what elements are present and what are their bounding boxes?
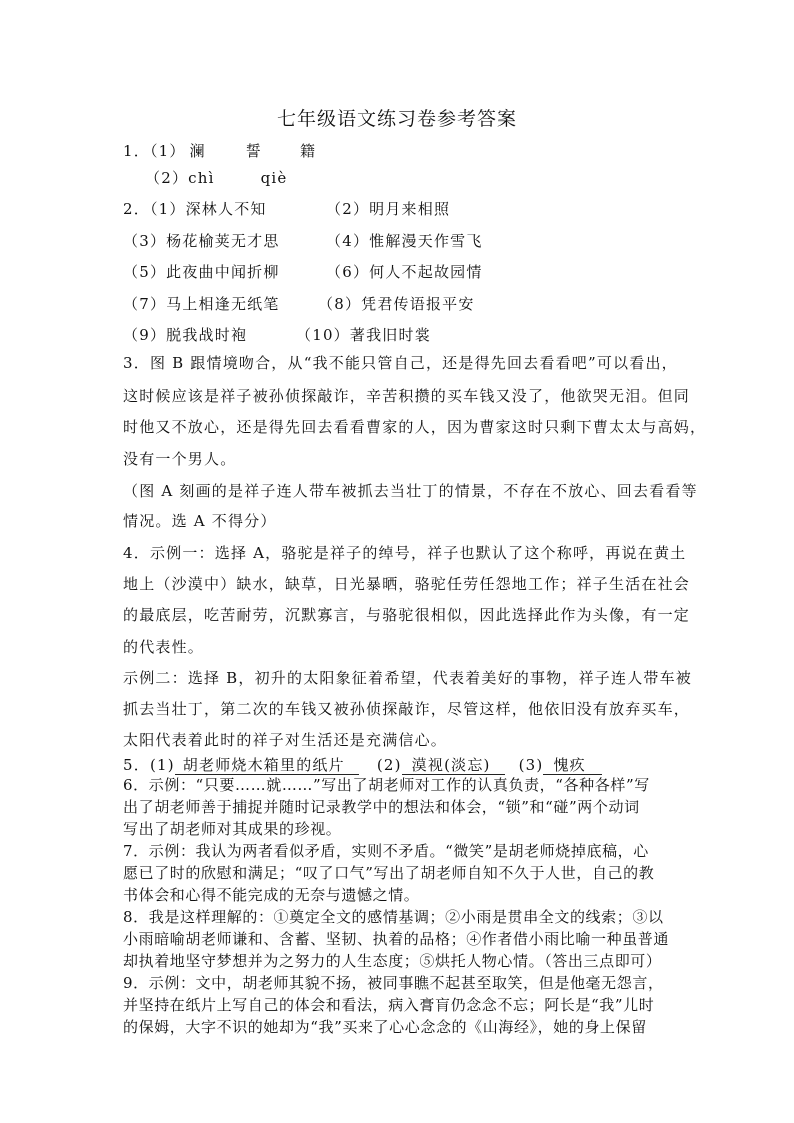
q5-answer-1: 胡老师烧木箱里的纸片 — [175, 757, 359, 775]
q8-line-3: 却执着地坚守梦想并为之努力的人生态度；⑤烘托人物心情。（答出三点即可） — [123, 952, 662, 970]
q5-line — [123, 754, 602, 775]
q9-line-3: 的保姆，大字不识的她却为“我”买来了心心念念的《山海经》，她的身上保留 — [123, 1018, 647, 1036]
q2-row-4a: （7）马上相逢无纸笔 — [123, 295, 280, 313]
q2-row-5a: （9）脱我战时袍 — [123, 326, 248, 344]
page-title: 七年级语文练习卷参考答案 — [276, 108, 517, 130]
q1-answer-c: 籍 — [300, 142, 317, 160]
q1-answer-a: 澜 — [189, 142, 206, 160]
q1-pinyin-b: qiè — [260, 169, 288, 187]
q2-row-3b: （6）何人不起故园情 — [326, 263, 483, 281]
q8-line-1: 8．我是这样理解的：①奠定全文的感情基调；②小雨是贯串全文的线索；③以 — [123, 908, 664, 926]
q5-part-3: (3) — [518, 756, 544, 774]
q3-line-4: 没有一个男人。 — [123, 450, 237, 468]
q3-line-1: 3．图 B 跟情境吻合，从“我不能只管自己，还是得先回去看看吧”可以看出， — [123, 354, 678, 372]
q5-answer-3: 愧疚 — [543, 757, 601, 775]
q3-line-3: 时他又不放心，还是得先回去看看曹家的人，因为曹家这时只剩下曹太太与高妈， — [123, 418, 707, 436]
q7-line-3: 书体会和心得不能完成的无奈与遗憾之情。 — [123, 886, 420, 904]
q4-example2-line-3: 太阳代表着此时的祥子对生活还是充满信心。 — [123, 731, 448, 749]
q1-pinyin-a: chì — [188, 169, 215, 187]
q7-line-2: 愿已了时的欣慰和满足；“叹了口气”写出了胡老师自知不久于人世，自己的教 — [123, 864, 655, 882]
q4-line-4: 的代表性。 — [123, 638, 205, 656]
q2-row-5b: （10）著我旧时裳 — [296, 326, 431, 344]
q5-answer-2: 漠视(淡忘) — [402, 757, 505, 775]
q9-line-1: 9．示例：文中，胡老师其貌不扬，被同事瞧不起甚至取笑，但是他毫无怨言， — [123, 974, 664, 992]
q1-line-2 — [145, 167, 288, 188]
q2-row-1b: （2）明月来相照 — [326, 200, 451, 218]
q6-line-1: 6．示例：“只要……就……”写出了胡老师对工作的认真负责，“各种各样”写 — [123, 776, 650, 794]
q9-line-2: 并坚持在纸片上写自己的体会和看法，病入膏肓仍念念不忘；阿长是“我”儿时 — [123, 996, 655, 1014]
q7-line-1: 7．示例：我认为两者看似矛盾，实则不矛盾。“微笑”是胡老师烧掉底稿，心 — [123, 842, 649, 860]
q8-line-2: 小雨暗喻胡老师谦和、含蓄、坚韧、执着的品格；④作者借小雨比喻一种虽普通 — [123, 930, 670, 948]
q2-row-2a: （3）杨花榆荚无才思 — [123, 232, 280, 250]
q5-part-2: (2) — [376, 756, 402, 774]
q1-answer-b: 誓 — [245, 142, 262, 160]
q3-note-line-1: （图 A 刻画的是祥子连人带车被抓去当壮丁的情景，不存在不放心、回去看看等 — [123, 482, 698, 500]
q2-row-2b: （4）惟解漫天作雪飞 — [326, 232, 483, 250]
q2-row-1a: 2．（1）深林人不知 — [123, 200, 267, 218]
q2-row-3a: （5）此夜曲中闻折柳 — [123, 263, 280, 281]
q4-line-2: 地上（沙漠中）缺水，缺草，日光暴晒，骆驼任劳任怨地工作；祥子生活在社会 — [123, 575, 691, 593]
q4-line-1: 4．示例一：选择 A，骆驼是祥子的绰号，祥子也默认了这个称呼，再说在黄土 — [123, 544, 687, 562]
q6-line-3: 写出了胡老师对其成果的珍视。 — [123, 820, 342, 838]
q4-line-3: 的最底层，吃苦耐劳，沉默寡言，与骆驼很相似，因此选择此作为头像，有一定 — [123, 606, 691, 624]
q2-row-4b: （8）凭君传语报平安 — [318, 295, 475, 313]
q1-line-1 — [123, 140, 316, 161]
q4-example2-line-1: 示例二：选择 B，初升的太阳象征着希望，代表着美好的事物，祥子连人带车被 — [123, 669, 692, 687]
q1-subnumber: （2） — [145, 169, 189, 187]
q5-prefix: 5．(1) — [123, 756, 175, 774]
q1-number: 1．（1） — [123, 142, 186, 160]
q6-line-2: 出了胡老师善于捕捉并随时记录教学中的想法和体会，“锁”和“碰”两个动词 — [123, 798, 640, 816]
q4-example2-line-2: 抓去当壮丁，第二次的车钱又被孙侦探敲诈，尽管这样，他依旧没有放弃买车， — [123, 700, 691, 718]
q3-line-2: 这时候应该是祥子被孙侦探敲诈，辛苦积攒的买车钱又没了，他欲哭无泪。但同 — [123, 387, 691, 405]
q3-note-line-2: 情况。选 A 不得分） — [123, 512, 277, 530]
